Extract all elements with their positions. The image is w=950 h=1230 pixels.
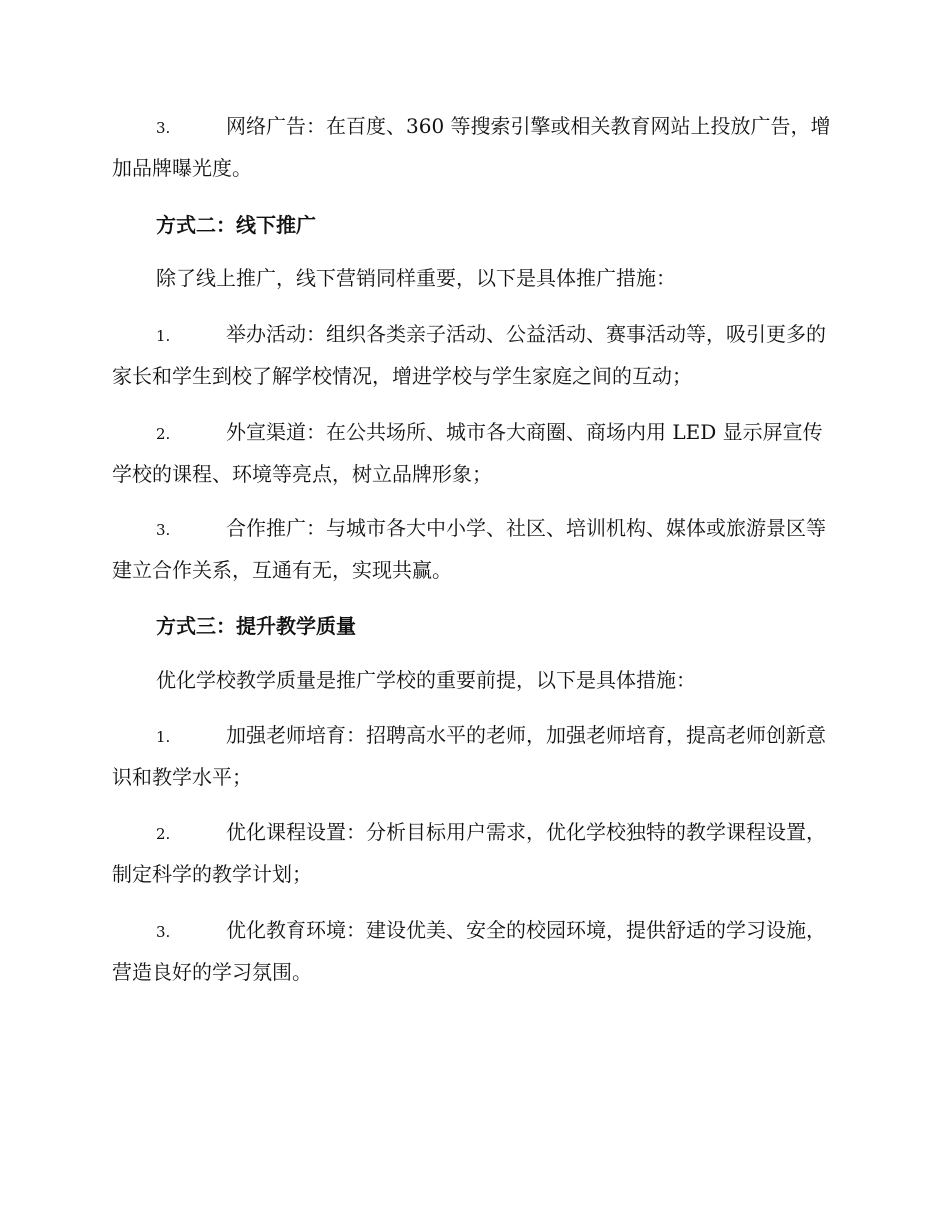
list-text: 合作推广：与城市各大中小学、社区、培训机构、媒体或旅游景区等建立合作关系，互通有无，实现共赢。	[112, 516, 826, 582]
section-heading: 方式二：线下推广	[156, 213, 316, 237]
list-item	[112, 910, 838, 992]
list-text: 网络广告：在百度、360 等搜索引擎或相关教育网站上投放广告，增加品牌曝光度。	[112, 114, 831, 180]
list-item	[112, 314, 838, 396]
section-heading: 方式三：提升教学质量	[156, 614, 356, 638]
list-number: 2.	[156, 425, 171, 443]
list-item	[112, 508, 838, 590]
list-item	[112, 106, 838, 188]
list-text: 优化教育环境：建设优美、安全的校园环境，提供舒适的学习设施，营造良好的学习氛围。	[112, 918, 826, 984]
list-number: 3.	[156, 119, 171, 137]
list-text: 优化课程设置：分析目标用户需求，优化学校独特的教学课程设置，制定科学的教学计划；	[112, 820, 826, 886]
list-item	[112, 812, 838, 894]
list-item	[112, 412, 838, 494]
list-number: 3.	[156, 923, 171, 941]
list-number: 1.	[156, 327, 171, 345]
list-item	[112, 715, 838, 797]
list-text: 加强老师培育：招聘高水平的老师，加强老师培育，提高老师创新意识和教学水平；	[112, 723, 826, 789]
list-number: 1.	[156, 728, 171, 746]
section-intro: 除了线上推广，线下营销同样重要，以下是具体推广措施：	[156, 266, 676, 290]
list-number: 3.	[156, 521, 171, 539]
list-text: 举办活动：组织各类亲子活动、公益活动、赛事活动等，吸引更多的家长和学生到校了解学校情况，增进学校与学生家庭之间的互动；	[112, 322, 826, 388]
section-intro: 优化学校教学质量是推广学校的重要前提，以下是具体措施：	[156, 668, 696, 692]
list-text: 外宣渠道：在公共场所、城市各大商圈、商场内用 LED 显示屏宣传学校的课程、环境等亮点，树立品牌形象；	[112, 420, 823, 486]
list-number: 2.	[156, 825, 171, 843]
